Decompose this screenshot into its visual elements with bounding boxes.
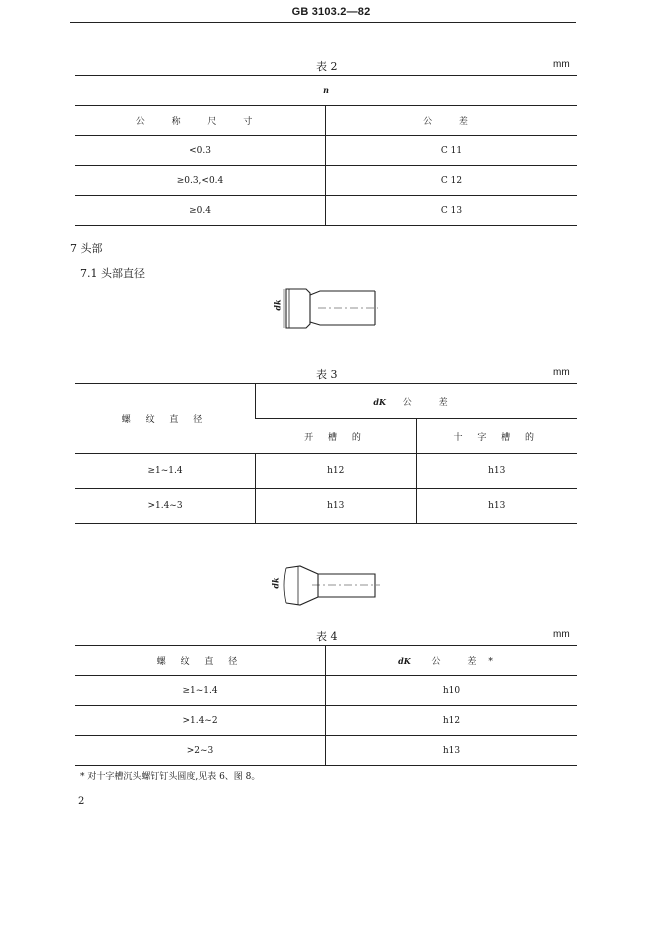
table4-cell: >2~3 <box>75 736 326 766</box>
document-header: GB 3103.2—82 <box>291 6 371 18</box>
page-number: 2 <box>78 796 85 807</box>
table2-cell: C 13 <box>326 196 578 226</box>
table3-cell: >1.4~3 <box>75 489 256 524</box>
table2-caption: 表 2 <box>316 60 338 73</box>
figure1-screw-drawing <box>270 283 385 333</box>
table-row <box>75 454 577 489</box>
table3-cell: h13 <box>256 489 417 524</box>
table4 <box>75 645 577 766</box>
table3-caption: 表 3 <box>316 368 338 381</box>
table2-cell: C 12 <box>326 166 578 196</box>
table4-header-thread: 螺 纹 直 径 <box>75 646 326 676</box>
table3-subheader-cross: 十 字 槽 的 <box>416 419 577 454</box>
table3-cell: ≥1~1.4 <box>75 454 256 489</box>
table4-dk-symbol: dK <box>398 656 411 666</box>
section-7-heading: 7 头部 <box>70 242 103 255</box>
table-row <box>75 196 577 226</box>
table2-symbol: n <box>323 85 329 95</box>
header-rule <box>70 22 576 23</box>
table2-unit: mm <box>553 59 570 70</box>
figure2-screw-drawing <box>272 560 387 610</box>
table2-cell: ≥0.4 <box>75 196 326 226</box>
table4-cell: h10 <box>326 676 578 706</box>
table4-cell: h12 <box>326 706 578 736</box>
table3-group-header-text: 公 差 <box>402 397 460 408</box>
table4-footnote: * 对十字槽沉头螺钉钉头圆度,见表 6、图 8。 <box>80 772 261 782</box>
table4-header-tolerance <box>326 646 578 676</box>
table3-cell: h13 <box>416 489 577 524</box>
table-row <box>75 736 577 766</box>
table4-header-tolerance-text: 公 差* <box>431 657 505 667</box>
table-row <box>75 166 577 196</box>
table2 <box>75 75 577 226</box>
table-row <box>75 676 577 706</box>
table3-header-thread: 螺 纹 直 径 <box>75 384 256 454</box>
table3-subheader-slotted: 开 槽 的 <box>256 419 417 454</box>
table2-cell: ≥0.3,<0.4 <box>75 166 326 196</box>
section-7-1-heading: 7.1 头部直径 <box>80 267 145 280</box>
figure2-dk-label: dk <box>270 577 281 589</box>
table-row <box>75 706 577 736</box>
table-row <box>75 136 577 166</box>
table3-cell: h12 <box>256 454 417 489</box>
table3 <box>75 383 577 524</box>
table2-cell: C 11 <box>326 136 578 166</box>
table3-unit: mm <box>553 367 570 378</box>
table3-group-header <box>256 384 578 419</box>
table2-cell: <0.3 <box>75 136 326 166</box>
table4-cell: ≥1~1.4 <box>75 676 326 706</box>
table2-symbol-cell <box>75 76 577 106</box>
table3-dk-symbol: dK <box>373 396 386 407</box>
table2-header-tolerance: 公 差 <box>326 106 578 136</box>
table4-cell: >1.4~2 <box>75 706 326 736</box>
table4-unit: mm <box>553 629 570 640</box>
table2-header-size: 公 称 尺 寸 <box>75 106 326 136</box>
figure1-dk-label: dk <box>272 299 283 311</box>
table4-cell: h13 <box>326 736 578 766</box>
table3-cell: h13 <box>416 454 577 489</box>
table4-caption: 表 4 <box>316 630 338 643</box>
table-row <box>75 489 577 524</box>
